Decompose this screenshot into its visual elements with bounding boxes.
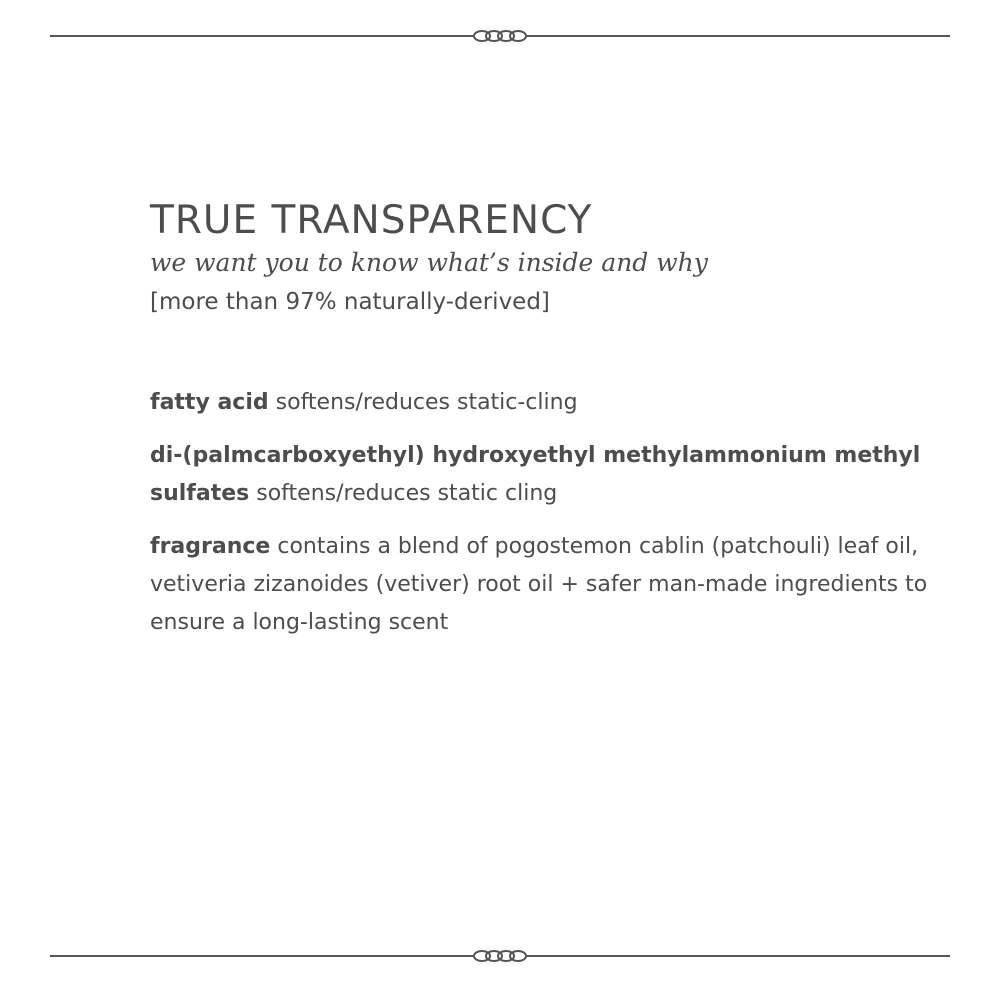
ingredient-name: di-(palmcarboxyethyl) hydroxyethyl methylammonium methyl sulfates [150,443,921,506]
tagline: we want you to know what’s inside and why [150,248,708,277]
ingredient-item [150,528,930,642]
naturally-derived-note: [more than 97% naturally-derived] [150,289,550,315]
page-title: TRUE TRANSPARENCY [150,198,593,243]
bottom-divider [50,946,950,966]
top-divider [50,26,950,46]
knot-ornament-icon [50,26,950,46]
ingredient-description: softens/reduces static-cling [275,390,578,415]
ingredient-panel [150,198,930,657]
ingredient-item [150,437,930,513]
ingredient-list [150,384,930,642]
ingredient-name: fragrance [150,534,271,559]
knot-ornament-icon [50,946,950,966]
ingredient-name: fatty acid [150,390,269,415]
ingredient-item [150,384,930,422]
ingredient-description: softens/reduces static cling [256,481,558,506]
ingredient-description: contains a blend of pogostemon cablin (patchouli) leaf oil, vetiveria zizanoides (vetiver) root oil + safer man-made ingredients to ensure a long-lasting scent [150,534,928,635]
